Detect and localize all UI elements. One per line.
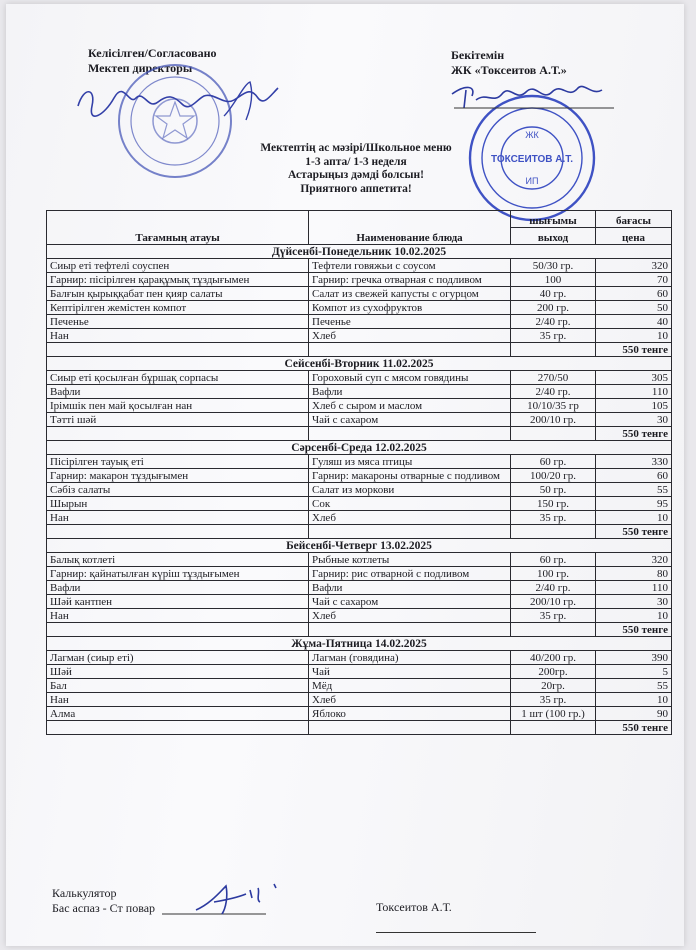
table-row: [47, 567, 672, 581]
dish-name-ru: Хлеб: [309, 693, 511, 707]
dish-name-ru: Сок: [309, 497, 511, 511]
table-row: [47, 385, 672, 399]
dish-output: 200/10 гр.: [511, 595, 596, 609]
dish-price: 55: [596, 483, 672, 497]
total-spacer-3: [511, 623, 596, 637]
col-header-output-ru: выход: [511, 228, 596, 245]
dish-name-kz: Шырын: [47, 497, 309, 511]
dish-price: 10: [596, 329, 672, 343]
day-title: Бейсенбі-Четверг 13.02.2025: [47, 539, 672, 553]
day-total-row: [47, 343, 672, 357]
dish-price: 90: [596, 707, 672, 721]
total-spacer-3: [511, 343, 596, 357]
day-total: 550 тенге: [596, 721, 672, 735]
seal-top-text: ЖК: [525, 130, 539, 140]
col-header-output-kz: шығымы: [511, 211, 596, 228]
dish-output: 50 гр.: [511, 483, 596, 497]
dish-name-kz: Шәй кантпен: [47, 595, 309, 609]
dish-name-kz: Сәбіз салаты: [47, 483, 309, 497]
dish-name-ru: Хлеб: [309, 511, 511, 525]
table-row: [47, 511, 672, 525]
approved-label: Бекітемін: [451, 48, 505, 62]
dish-name-ru: Печенье: [309, 315, 511, 329]
table-row: [47, 665, 672, 679]
dish-output: 200/10 гр.: [511, 413, 596, 427]
day-total-row: [47, 525, 672, 539]
col-header-price-kz: бағасы: [596, 211, 672, 228]
dish-output: 60 гр.: [511, 553, 596, 567]
dish-name-ru: Тефтели говяжьи с соусом: [309, 259, 511, 273]
day-total: 550 тенге: [596, 427, 672, 441]
dish-name-kz: Нан: [47, 609, 309, 623]
table-row: [47, 693, 672, 707]
table-row: [47, 707, 672, 721]
table-row: [47, 287, 672, 301]
seal-bottom-text: ИП: [525, 176, 539, 186]
day-header-row: [47, 357, 672, 371]
dish-name-kz: Кептірілген жемістен компот: [47, 301, 309, 315]
dish-price: 30: [596, 595, 672, 609]
chef-label: Бас аспаз - Ст повар: [52, 901, 156, 915]
entrepreneur-label: ЖК «Токсеитов А.Т.»: [451, 63, 567, 77]
total-spacer-1: [47, 623, 309, 637]
dish-price: 10: [596, 511, 672, 525]
dish-price: 5: [596, 665, 672, 679]
menu-sheet: [6, 4, 684, 946]
total-spacer-3: [511, 427, 596, 441]
dish-name-kz: Гарнир: пісірілген қарақұмық тұздығымен: [47, 273, 309, 287]
dish-name-kz: Лагман (сиыр еті): [47, 651, 309, 665]
menu-body: [47, 245, 672, 735]
dish-name-ru: Гарнир: макароны отварные с подливом: [309, 469, 511, 483]
dish-name-ru: Гороховый суп с мясом говядины: [309, 371, 511, 385]
dish-name-kz: Бал: [47, 679, 309, 693]
table-row: [47, 371, 672, 385]
table-row: [47, 455, 672, 469]
day-total: 550 тенге: [596, 525, 672, 539]
col-header-price-ru: цена: [596, 228, 672, 245]
day-header-row: [47, 637, 672, 651]
entrepreneur-signature: [446, 78, 616, 112]
dish-output: 40/200 гр.: [511, 651, 596, 665]
dish-price: 55: [596, 679, 672, 693]
dish-output: 35 гр.: [511, 609, 596, 623]
dish-name-kz: Алма: [47, 707, 309, 721]
total-spacer-2: [309, 525, 511, 539]
dish-price: 60: [596, 287, 672, 301]
dish-price: 390: [596, 651, 672, 665]
dish-price: 110: [596, 581, 672, 595]
dish-name-ru: Чай с сахаром: [309, 413, 511, 427]
dish-price: 40: [596, 315, 672, 329]
table-row: [47, 497, 672, 511]
total-spacer-3: [511, 525, 596, 539]
menu-table: [46, 210, 672, 735]
table-row: [47, 469, 672, 483]
dish-name-ru: Гарнир: рис отварной с подливом: [309, 567, 511, 581]
day-title: Сейсенбі-Вторник 11.02.2025: [47, 357, 672, 371]
dish-output: 2/40 гр.: [511, 385, 596, 399]
seal-name-text: ТОКСЕИТОВ А.Т.: [490, 154, 574, 165]
table-row: [47, 329, 672, 343]
dish-name-ru: Вафли: [309, 385, 511, 399]
title-line-1: Мектептің ас мәзірі/Школьное меню: [260, 142, 452, 154]
dish-output: 100: [511, 273, 596, 287]
menu-title: [236, 142, 476, 196]
table-row: [47, 315, 672, 329]
total-spacer-1: [47, 525, 309, 539]
total-spacer-3: [511, 721, 596, 735]
total-spacer-2: [309, 623, 511, 637]
day-total-row: [47, 427, 672, 441]
dish-output: 35 гр.: [511, 693, 596, 707]
dish-name-ru: Рыбные котлеты: [309, 553, 511, 567]
day-total: 550 тенге: [596, 623, 672, 637]
table-row: [47, 483, 672, 497]
dish-name-ru: Хлеб: [309, 609, 511, 623]
dish-output: 200 гр.: [511, 301, 596, 315]
dish-output: 20гр.: [511, 679, 596, 693]
dish-output: 2/40 гр.: [511, 581, 596, 595]
dish-name-kz: Вафли: [47, 385, 309, 399]
day-total: 550 тенге: [596, 343, 672, 357]
day-total-row: [47, 623, 672, 637]
dish-output: 100 гр.: [511, 567, 596, 581]
table-row: [47, 679, 672, 693]
total-spacer-1: [47, 343, 309, 357]
dish-output: 100/20 гр.: [511, 469, 596, 483]
dish-name-kz: Балғын қырыққабат пен қияр салаты: [47, 287, 309, 301]
dish-output: 150 гр.: [511, 497, 596, 511]
dish-output: 270/50: [511, 371, 596, 385]
table-row: [47, 553, 672, 567]
dish-price: 80: [596, 567, 672, 581]
dish-price: 10: [596, 693, 672, 707]
dish-name-kz: Пісірілген тауық еті: [47, 455, 309, 469]
col-header-ru: Наименование блюда: [309, 211, 511, 245]
day-title: Жұма-Пятница 14.02.2025: [47, 637, 672, 651]
table-row: [47, 651, 672, 665]
dish-name-ru: Чай: [309, 665, 511, 679]
day-total-row: [47, 721, 672, 735]
dish-name-ru: Салат из свежей капусты с огурцом: [309, 287, 511, 301]
total-spacer-2: [309, 343, 511, 357]
footer-roles: [52, 886, 155, 916]
dish-output: 200гр.: [511, 665, 596, 679]
dish-name-ru: Яблоко: [309, 707, 511, 721]
dish-name-ru: Мёд: [309, 679, 511, 693]
director-label: Мектеп директоры: [88, 61, 193, 75]
table-row: [47, 595, 672, 609]
dish-name-kz: Гарнир: қайнатылған күріш тұздығымен: [47, 567, 309, 581]
dish-name-kz: Печенье: [47, 315, 309, 329]
dish-name-kz: Балық котлеті: [47, 553, 309, 567]
day-title: Сәрсенбі-Среда 12.02.2025: [47, 441, 672, 455]
total-spacer-1: [47, 721, 309, 735]
dish-output: 35 гр.: [511, 511, 596, 525]
table-row: [47, 609, 672, 623]
dish-name-kz: Сиыр еті тефтелі соуспен: [47, 259, 309, 273]
dish-name-ru: Гарнир: гречка отварная с подливом: [309, 273, 511, 287]
dish-name-kz: Тәтті шәй: [47, 413, 309, 427]
dish-price: 60: [596, 469, 672, 483]
approver-name: Токсеитов А.Т.: [376, 900, 452, 914]
table-row: [47, 399, 672, 413]
dish-name-kz: Нан: [47, 693, 309, 707]
day-header-row: [47, 539, 672, 553]
dish-name-kz: Нан: [47, 329, 309, 343]
dish-name-ru: Хлеб с сыром и маслом: [309, 399, 511, 413]
director-signature: [74, 76, 284, 126]
approval-left-label: Келісілген/Согласовано: [88, 46, 217, 60]
dish-output: 1 шт (100 гр.): [511, 707, 596, 721]
title-line-4: Приятного аппетита!: [300, 182, 412, 195]
dish-name-ru: Лагман (говядина): [309, 651, 511, 665]
total-spacer-2: [309, 427, 511, 441]
day-title: Дүйсенбі-Понедельник 10.02.2025: [47, 245, 672, 259]
dish-name-ru: Вафли: [309, 581, 511, 595]
table-row: [47, 259, 672, 273]
dish-price: 50: [596, 301, 672, 315]
dish-output: 50/30 гр.: [511, 259, 596, 273]
approval-right-block: [451, 48, 567, 78]
dish-price: 320: [596, 259, 672, 273]
day-header-row: [47, 441, 672, 455]
table-row: [47, 273, 672, 287]
dish-name-kz: Ірімшік пен май қосылған нан: [47, 399, 309, 413]
dish-name-kz: Сиыр еті қосылған бұршақ сорпасы: [47, 371, 309, 385]
dish-name-ru: Гуляш из мяса птицы: [309, 455, 511, 469]
dish-name-kz: Вафли: [47, 581, 309, 595]
dish-price: 320: [596, 553, 672, 567]
dish-price: 30: [596, 413, 672, 427]
dish-name-ru: Чай с сахаром: [309, 595, 511, 609]
dish-output: 35 гр.: [511, 329, 596, 343]
title-line-2: 1-3 апта/ 1-3 неделя: [305, 155, 407, 168]
chef-signature: [156, 880, 286, 920]
dish-name-ru: Компот из сухофруктов: [309, 301, 511, 315]
dish-name-ru: Салат из моркови: [309, 483, 511, 497]
title-line-3: Астарыңыз дәмді болсын!: [288, 169, 424, 181]
total-spacer-1: [47, 427, 309, 441]
dish-name-kz: Нан: [47, 511, 309, 525]
dish-output: 40 гр.: [511, 287, 596, 301]
table-row: [47, 301, 672, 315]
dish-name-kz: Гарнир: макарон тұздығымен: [47, 469, 309, 483]
dish-price: 10: [596, 609, 672, 623]
table-row: [47, 413, 672, 427]
total-spacer-2: [309, 721, 511, 735]
dish-output: 10/10/35 гр: [511, 399, 596, 413]
dish-price: 305: [596, 371, 672, 385]
dish-name-kz: Шәй: [47, 665, 309, 679]
dish-name-ru: Хлеб: [309, 329, 511, 343]
calculator-label: Калькулятор: [52, 886, 117, 900]
dish-price: 110: [596, 385, 672, 399]
day-header-row: [47, 245, 672, 259]
table-row: [47, 581, 672, 595]
dish-price: 70: [596, 273, 672, 287]
dish-output: 60 гр.: [511, 455, 596, 469]
dish-price: 330: [596, 455, 672, 469]
approver-signature-line: [376, 932, 536, 933]
dish-output: 2/40 гр.: [511, 315, 596, 329]
col-header-kz: Тағамның атауы: [47, 211, 309, 245]
dish-price: 105: [596, 399, 672, 413]
dish-price: 95: [596, 497, 672, 511]
